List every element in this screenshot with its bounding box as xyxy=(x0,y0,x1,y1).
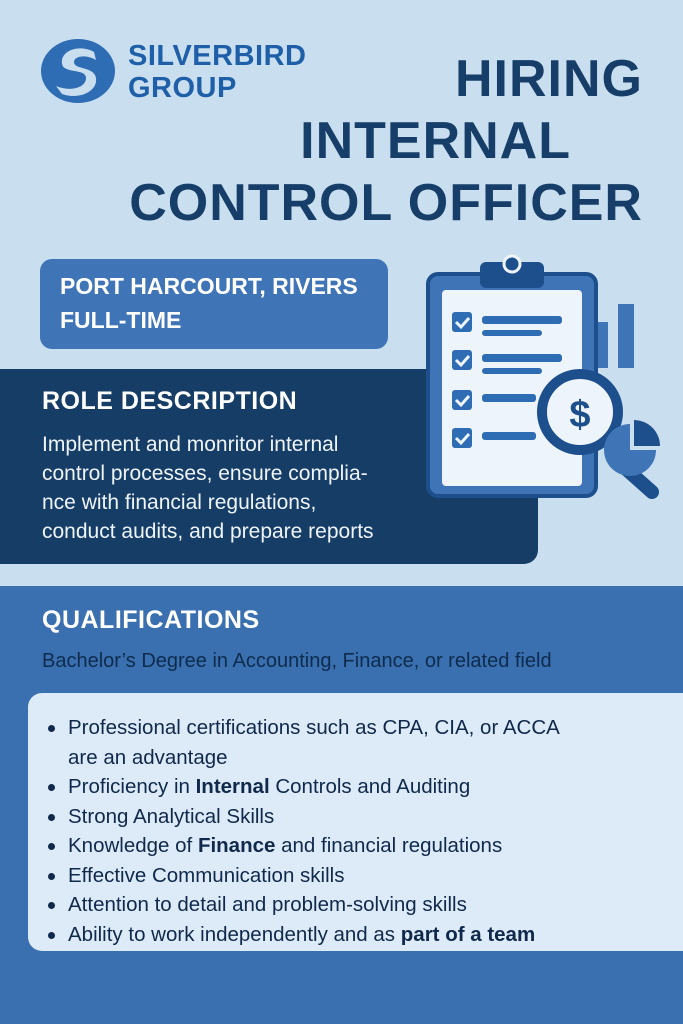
list-item-text-pre: Knowledge of xyxy=(68,834,198,857)
job-location: PORT HARCOURT, RIVERS xyxy=(60,273,358,299)
headline-line-3: CONTROL OFFICER xyxy=(129,174,643,232)
list-item-text xyxy=(68,920,683,950)
svg-text:$: $ xyxy=(569,394,591,436)
brand-line-1: SILVERBIRD xyxy=(128,40,307,72)
list-item xyxy=(48,920,683,950)
role-line: conduct audits, and prepare reports xyxy=(42,520,374,543)
clipboard-checklist-magnifier-dollar-icon xyxy=(420,250,670,500)
list-item-text-pre: Proficiency in xyxy=(68,775,196,798)
headline-line-2: INTERNAL xyxy=(300,112,571,170)
role-line: Implement and monritor internal xyxy=(42,433,339,456)
list-item-text-post: Controls and Auditing xyxy=(269,775,471,798)
list-item-text-bold: part of a team xyxy=(400,922,536,946)
list-item-text xyxy=(68,831,683,861)
qualifications-list-box xyxy=(28,693,683,951)
list-item xyxy=(48,802,683,832)
page-title xyxy=(3,48,643,234)
list-item-text xyxy=(68,861,683,891)
qualifications-degree: Bachelor’s Degree in Accounting, Finance, or related field xyxy=(42,650,552,672)
list-item-text xyxy=(68,802,683,832)
qualifications-section xyxy=(0,586,683,1024)
list-item-text-bold: Finance xyxy=(197,834,276,857)
list-item xyxy=(48,831,683,861)
list-item-text: Professional certifications such as CPA, CIA, or ACCA xyxy=(68,716,560,739)
list-item-text-pre: Effective Communication skills xyxy=(68,863,345,887)
role-line: nce with financial regulations, xyxy=(42,491,317,514)
list-item xyxy=(48,772,683,802)
qualifications-list xyxy=(28,693,683,949)
list-item-text-post: and financial regulations xyxy=(275,834,503,857)
list-item-text-pre: Strong Analytical Skills xyxy=(68,804,275,828)
list-item-text-bold: Internal xyxy=(195,775,270,798)
list-item-text xyxy=(68,772,683,802)
job-type: FULL-TIME xyxy=(60,307,182,333)
qualifications-title: QUALIFICATIONS xyxy=(42,606,260,634)
list-item xyxy=(48,713,683,772)
location-badge xyxy=(40,259,388,349)
role-title: ROLE DESCRIPTION xyxy=(42,387,298,415)
brand-line-2: GROUP xyxy=(128,72,237,104)
list-item-text-pre: Attention to detail and problem-solving skills xyxy=(68,893,467,916)
list-item xyxy=(48,890,683,920)
list-item-text-pre: Ability to work independently and as xyxy=(68,922,401,946)
role-line: control processes, ensure complia- xyxy=(42,462,368,485)
list-item-text xyxy=(68,890,683,920)
list-item-text: are an advantage xyxy=(68,745,228,769)
list-item xyxy=(48,861,683,891)
headline-line-1: HIRING xyxy=(455,50,643,108)
